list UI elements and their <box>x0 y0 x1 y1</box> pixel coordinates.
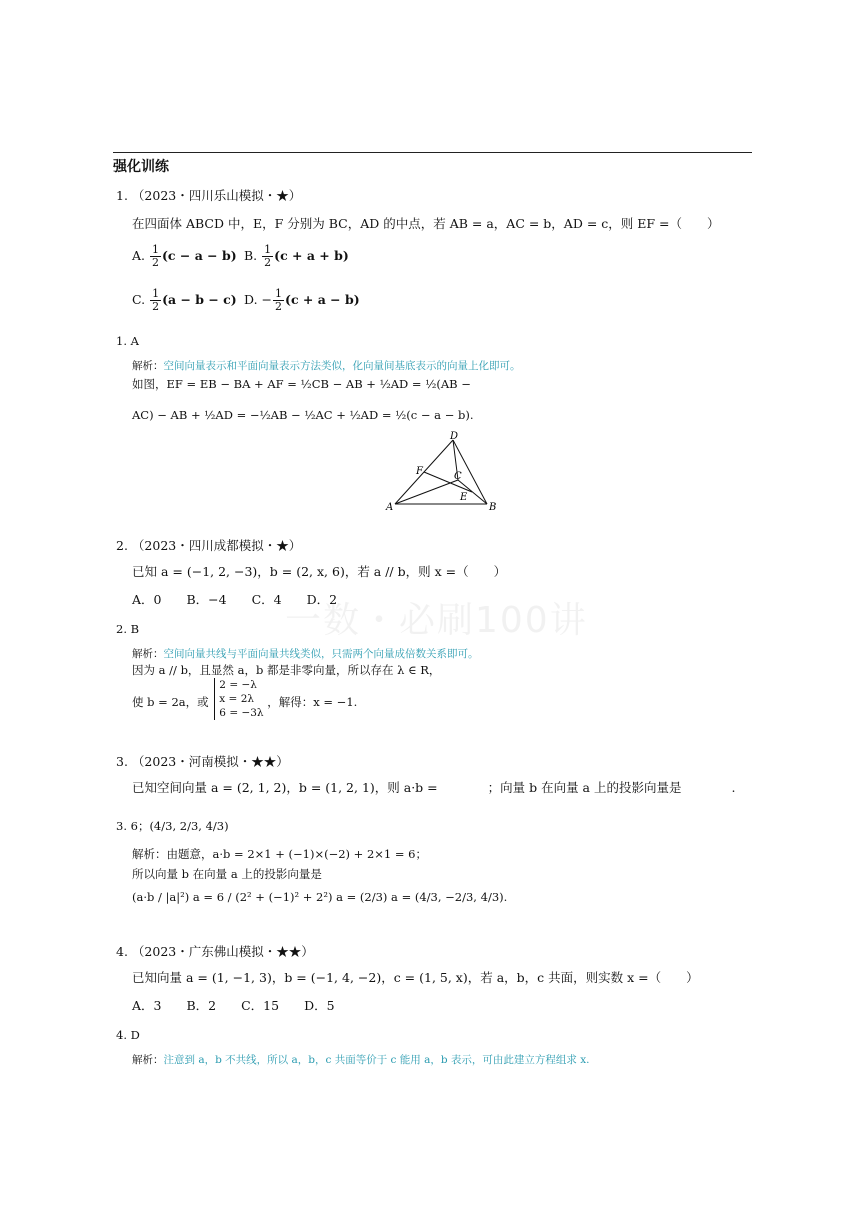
a1-line-1: 如图，EF = EB − BA + AF = ½CB − AB + ½AD = ½(AB − <box>132 377 471 391</box>
fraction-numerator: 1 <box>264 243 272 256</box>
a4-key: 4. D <box>116 1028 140 1042</box>
q3-header <box>116 752 289 770</box>
half-fraction <box>150 244 161 269</box>
fraction-numerator: 1 <box>275 287 283 300</box>
a3-key: 3. 6；(4/3, 2/3, 4/3) <box>116 819 229 833</box>
half-fraction <box>262 244 273 269</box>
q1-option-a <box>132 244 237 269</box>
fraction-denominator: 2 <box>275 300 283 313</box>
q1-option-d-label: D. <box>244 292 258 307</box>
q1-option-d: D. − $\frac{1}{2}$ (c + a − b) <box>244 287 360 313</box>
q1-option-a-expr: (c − a − b) <box>162 248 237 263</box>
q1-option-b-label: B. <box>244 248 258 263</box>
label-f: F <box>416 466 423 477</box>
q1-option-d-expr: (c + a − b) <box>285 292 360 307</box>
q4-stem: 已知向量 a = (1, −1, 3)，b = (−1, 4, −2)，c = (1, 5, x)，若 a，b，c 共面，则实数 x =（ ） <box>132 970 699 985</box>
a1-analysis-tip: 空间向量表示和平面向量表示方法类似，化向量间基底表示的向量上化即可。 <box>163 360 521 372</box>
q1-option-b <box>244 244 349 269</box>
q4-source: （2023・广东佛山模拟・★★） <box>131 944 314 959</box>
q2-header <box>116 536 301 554</box>
a2-analysis <box>132 642 479 661</box>
a1-analysis <box>132 354 521 373</box>
fraction-numerator: 1 <box>152 243 159 256</box>
header-rule <box>113 152 752 153</box>
half-fraction <box>150 288 161 313</box>
q2-number: 2. <box>116 538 128 553</box>
label-a: A <box>386 502 394 513</box>
edge-ac <box>395 480 458 504</box>
a2-line-2-pre: 使 b = 2a，或 <box>132 695 209 709</box>
a2-line-2 <box>132 678 357 720</box>
equation-system <box>214 678 263 720</box>
q4-header <box>116 942 314 960</box>
q1-option-c-expr: (a − b − c) <box>162 292 237 307</box>
q1-header <box>116 186 301 204</box>
q1-option-a-label: A. <box>132 248 146 263</box>
a2-analysis-label: 解析： <box>132 648 164 660</box>
watermark: 一数・必刷100讲 <box>285 600 588 641</box>
q2-source: （2023・四川成都模拟・★） <box>131 538 302 553</box>
equation-3: 6 = −3λ <box>219 707 264 719</box>
segment-fe <box>424 472 472 492</box>
q3-number: 3. <box>116 754 128 769</box>
fraction-denominator: 2 <box>152 300 160 313</box>
q1-option-c <box>132 288 237 313</box>
a3-line-1 <box>132 846 427 862</box>
tetrahedron-figure <box>380 430 510 515</box>
section-title: 强化训练 <box>113 159 169 175</box>
a3-analysis-label: 解析： <box>132 847 167 861</box>
a2-analysis-tip: 空间向量共线与平面向量共线类似，只需两个向量成倍数关系即可。 <box>163 648 479 660</box>
label-c: C <box>454 471 462 482</box>
q2-stem: 已知 a = (−1, 2, −3)，b = (2, x, 6)，若 a // b，则 x =（ ） <box>132 564 507 579</box>
a2-key: 2. B <box>116 622 140 636</box>
q1-stem: 在四面体 ABCD 中，E，F 分别为 BC，AD 的中点，若 AB = a，AC = b，AD = c，则 EF =（ ） <box>132 216 720 231</box>
fraction-denominator: 2 <box>152 256 159 269</box>
q3-stem: 已知空间向量 a = (2, 1, 2)，b = (1, 2, 1)，则 a·b = ；向量 b 在向量 a 上的投影向量是 . <box>132 780 736 795</box>
q4-number: 4. <box>116 944 128 959</box>
half-fraction <box>273 288 284 313</box>
q1-source: （2023・四川乐山模拟・★） <box>131 188 302 203</box>
equation-1: 2 = −λ <box>219 679 257 691</box>
a3-line-3: (a·b / |a|²) a = 6 / (2² + (−1)² + 2²) a = (2/3) a = (4/3, −2/3, 4/3). <box>132 890 508 904</box>
fraction-denominator: 2 <box>264 256 272 269</box>
a4-analysis-label: 解析： <box>132 1054 164 1066</box>
a4-analysis-tip: 注意到 a，b 不共线，所以 a，b，c 共面等价于 c 能用 a，b 表示，可由此建立方程组求 x. <box>163 1054 590 1066</box>
label-b: B <box>489 502 497 513</box>
label-e: E <box>460 492 468 503</box>
q3-source: （2023・河南模拟・★★） <box>131 754 289 769</box>
q1-number: 1. <box>116 188 128 203</box>
a3-line-2: 所以向量 b 在向量 a 上的投影向量是 <box>132 867 322 881</box>
a2-line-2-post: ，解得：x = −1. <box>267 695 358 709</box>
a2-line-1: 因为 a // b，且显然 a，b 都是非零向量，所以存在 λ ∈ R， <box>132 663 441 677</box>
a1-analysis-label: 解析： <box>132 360 164 372</box>
q1-option-b-expr: (c + a + b) <box>274 248 349 263</box>
label-d: D <box>450 431 459 442</box>
a1-line-2: AC) − AB + ½AD = −½AB − ½AC + ½AD = ½(c − a − b). <box>132 408 474 422</box>
q1-option-c-label: C. <box>132 292 146 307</box>
equation-2: x = 2λ <box>219 693 255 705</box>
a1-key: 1. A <box>116 334 139 348</box>
q2-options: A．0 B．−4 C．4 D．2 <box>132 592 338 607</box>
fraction-numerator: 1 <box>152 287 160 300</box>
a3-line-1-text: 由题意，a·b = 2×1 + (−1)×(−2) + 2×1 = 6； <box>166 847 428 861</box>
a4-analysis <box>132 1048 590 1067</box>
q4-options: A．3 B．2 C．15 D．5 <box>132 998 335 1013</box>
